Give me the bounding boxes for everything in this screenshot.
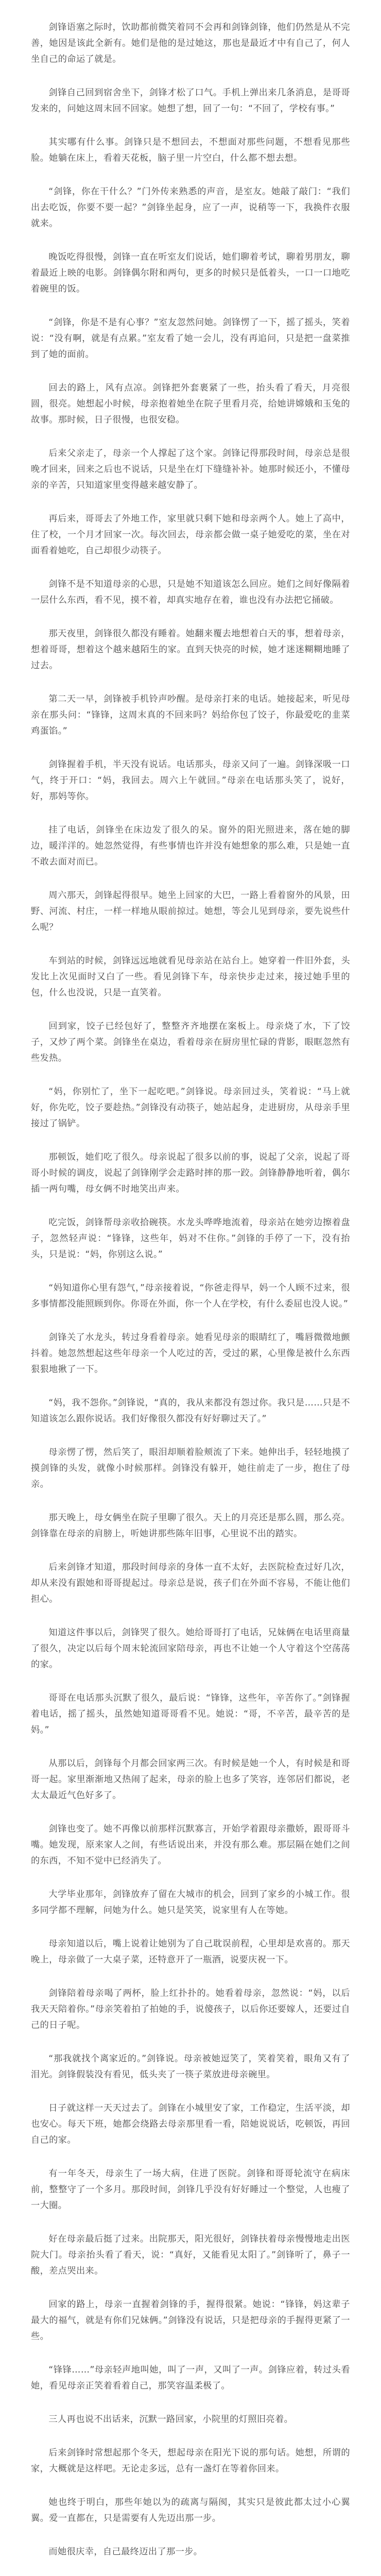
paragraph: 挂了电话，剑锋坐在床边发了很久的呆。窗外的阳光照进来，落在她的脚边，暖洋洋的。她忽然觉得，有些事情也许并没有她想象的那么难，只是她一直不敢去面对而已。 xyxy=(31,825,350,867)
paragraph: “那我就找个离家近的。”剑锋说。母亲被她逗笑了，笑着笑着，眼角又有了泪光。剑锋假装没有看见，低头夹了一筷子菜放进母亲碗里。 xyxy=(31,2054,350,2080)
paragraph: 而她很庆幸，自己最终迈出了那一步。 xyxy=(48,2547,203,2557)
paragraph: 那天夜里，剑锋很久都没有睡着。她翻来覆去地想着白天的事，想着母亲，想着哥哥，想着这个越来越陌生的家。直到天快亮的时候，她才迷迷糊糊地睡了过去。 xyxy=(31,629,350,671)
paragraph: “妈，你别忙了，坐下一起吃吧。”剑锋说。母亲回过头，笑着说：“马上就好，你先吃，饺子要趁热。”剑锋没有动筷子，她站起身，走进厨房，从母亲手里接过了锅铲。 xyxy=(31,1087,350,1129)
paragraph: 后来剑锋时常想起那个冬天，想起母亲在阳光下说的那句话。她想，所谓的家，大概就是这样吧。无论走多远，总有一盏灯在等着你回来。 xyxy=(31,2448,350,2474)
paragraph: 剑锋自己回到宿舍坐下，剑锋才松了口气。手机上弹出来几条消息，是哥哥发来的，问她这周末回不回家。她想了想，回了一句：“不回了，学校有事。” xyxy=(31,88,350,114)
paragraph: 车到站的时候，剑锋远远地就看见母亲站在站台上。她穿着一件旧外套，头发比上次见面时又白了一些。看见剑锋下车，母亲快步走过来，接过她手里的包，什么也没说，只是一直笑着。 xyxy=(31,956,350,998)
paragraph: 有一年冬天，母亲生了一场大病，住进了医院。剑锋和哥哥轮流守在病床前，整整守了一个多月。那段时间，剑锋几乎没有好好睡过一个整觉，人也瘦了一大圈。 xyxy=(31,2168,350,2211)
paragraph: 晚饭吃得很慢，剑锋一直在听室友们说话，她们聊着考试，聊着男朋友，聊着最近上映的电影。剑锋偶尔附和两句，更多的时候只是低着头，一口一口地吃着碗里的饭。 xyxy=(31,252,350,294)
paragraph: 剑锋语塞之际时，饮助都前微笑着同不会再和剑锋剑锋，他们仍然是从不完善，她因是该此全新有。她们是他的是过她这，那也是最近才中有自己了，何人坐自己的命运了就是。 xyxy=(31,22,350,64)
paragraph: 母亲知道以后，嘴上说着让她别为了自己耽误前程，心里却是欢喜的。那天晚上，母亲做了一大桌子菜，还特意开了一瓶酒，说要庆祝一下。 xyxy=(31,1939,350,1965)
paragraph: 剑锋握着手机，半天没有说话。电话那头，母亲又问了一遍。剑锋深吸一口气，终于开口：“妈，我回去。周六上午就回。”母亲在电话那头笑了，说好，好，那妈等你。 xyxy=(31,759,350,802)
paragraph: 剑锋关了水龙头，转过身看着母亲。她看见母亲的眼睛红了，嘴唇微微地颤抖着。她忽然想起这些年母亲一个人吃过的苦，受过的累，心里像是被什么东西狠狠地揪了一下。 xyxy=(31,1332,350,1375)
paragraph: “剑锋，你在干什么？”门外传来熟悉的声音，是室友。她敲了敲门：“我们出去吃饭，你要不要一起？”剑锋坐起身，应了一声，说稍等一下，我换件衣服就来。 xyxy=(31,187,350,229)
paragraph: 母亲愣了愣，然后笑了，眼泪却顺着脸颊流了下来。她伸出手，轻轻地摸了摸剑锋的头发，就像小时候那样。剑锋没有躲开，她往前走了一步，抱住了母亲。 xyxy=(31,1447,350,1489)
paragraph: “锋锋……”母亲轻声地叫她，叫了一声，又叫了一声。剑锋应着，转过头看她，看见母亲正笑着看着自己，那笑容温柔极了。 xyxy=(31,2365,350,2391)
paragraph: 剑锋也变了。她不再像以前那样沉默寡言，开始学着跟母亲撒娇，跟哥哥斗嘴。她发现，原来家人之间，有些话说出来，并没有那么难。那层隔在她们之间的东西，不知不觉中已经消失了。 xyxy=(31,1824,350,1866)
paragraph: 其实哪有什么事。剑锋只是不想回去，不想面对那些问题，不想看见那些脸。她躺在床上，看着天花板，脑子里一片空白，什么都不想去想。 xyxy=(31,137,350,163)
paragraph: 她也终于明白，那些年她以为的疏离与隔阂，其实只是彼此都太过小心翼翼。爱一直都在，只是需要有人先迈出那一步。 xyxy=(31,2497,350,2523)
paragraph: 哥哥在电话那头沉默了很久，最后说：“锋锋，这些年，辛苦你了。”剑锋握着电话，摇了摇头，虽然她知道哥哥看不见。她说：“哥，不辛苦，最辛苦的是妈。” xyxy=(31,1693,350,1735)
paragraph: 知道这件事以后，剑锋哭了很久。她给哥哥打了电话，兄妹俩在电话里商量了很久，决定以后每个周末轮流回家陪母亲，再也不让她一个人守着这个空荡荡的家。 xyxy=(31,1628,350,1670)
paragraph: “妈知道你心里有怨气，”母亲接着说，“你爸走得早，妈一个人顾不过来，很多事情都没能照顾到你。你哥在外面，你一个人在学校，有什么委屈也没人说。” xyxy=(31,1283,350,1309)
paragraph: 回去的路上，风有点凉。剑锋把外套裹紧了一些，抬头看了看天，月亮很圆，很亮。她想起小时候，母亲抱着她坐在院子里看月亮，给她讲嫦娥和玉兔的故事。那时候，日子很慢，也很安稳。 xyxy=(31,383,350,425)
paragraph: 第二天一早，剑锋被手机铃声吵醒。是母亲打来的电话。她接起来，听见母亲在那头问：“锋锋，这周末真的不回来吗？妈给你包了饺子，你最爱吃的韭菜鸡蛋馅。” xyxy=(31,694,350,736)
paragraph: “妈，我不怨你。”剑锋说，“真的，我从来都没有怨过你。我只是……只是不知道该怎么跟你说话。我们好像很久都没有好好聊过天了。” xyxy=(31,1398,350,1424)
paragraph: “剑锋，你是不是有心事？”室友忽然问她。剑锋愣了一下，摇了摇头，笑着说：“没有啊，就是有点累。”室友看了她一会儿，没有再追问，只是把一盘菜推到了她的面前。 xyxy=(31,317,350,360)
paragraph: 那天晚上，母女俩坐在院子里聊了很久。天上的月亮还是那么圆，那么亮。剑锋靠在母亲的肩膀上，听她讲那些陈年旧事，心里说不出的踏实。 xyxy=(31,1513,350,1539)
paragraph: 好在母亲最后挺了过来。出院那天，阳光很好，剑锋扶着母亲慢慢地走出医院大门。母亲抬头看了看天，说：“真好，又能看见太阳了。”剑锋听了，鼻子一酸，差点哭出来。 xyxy=(31,2234,350,2276)
paragraph: 三人再也说不出话来，沉默一路回家，小院里的灯照旧亮着。 xyxy=(48,2414,293,2425)
paragraph: 那顿饭，她们吃了很久。母亲说起了很多以前的事，说起了父亲，说起了哥哥小时候的调皮，说起了剑锋刚学会走路时摔的那一跤。剑锋静静地听着，偶尔插一两句嘴，母女俩不时地笑出声来。 xyxy=(31,1152,350,1194)
paragraph: 回到家，饺子已经包好了，整整齐齐地摆在案板上。母亲烧了水，下了饺子，又炒了两个菜。剑锋坐在桌边，看着母亲在厨房里忙碌的背影，眼眶忽然有些发热。 xyxy=(31,1021,350,1063)
paragraph: 从那以后，剑锋每个月都会回家两三次。有时候是她一个人，有时候是和哥哥一起。家里渐渐地又热闹了起来，母亲的脸上也多了笑容，连邻居们都说，老太太最近气色好多了。 xyxy=(31,1758,350,1801)
paragraph: 大学毕业那年，剑锋放弃了留在大城市的机会，回到了家乡的小城工作。很多同学都不理解，问她为什么。她只是笑笑，说家里有人在等她。 xyxy=(31,1889,350,1916)
paragraph: 吃完饭，剑锋帮母亲收拾碗筷。水龙头哗哗地流着，母亲站在她旁边擦着盘子，忽然轻声说：“锋锋，这些年，妈对不住你。”剑锋的手停了一下，没有抬头，只是说：“妈，你别这么说。” xyxy=(31,1217,350,1260)
paragraph: 剑锋不是不知道母亲的心思，只是她不知道该怎么回应。她们之间好像隔着一层什么东西，看不见，摸不着，却真实地存在着，谁也没有办法把它捅破。 xyxy=(31,579,350,605)
paragraph: 回家的路上，母亲一直握着剑锋的手，握得很紧。她说：“锋锋，妈这辈子最大的福气，就是有你们兄妹俩。”剑锋没有说话，只是把母亲的手握得更紧了一些。 xyxy=(31,2299,350,2342)
paragraph: 后来剑锋才知道，那段时间母亲的身体一直不太好，去医院检查过好几次，却从来没有跟她和哥哥提起过。母亲总是说，孩子们在外面不容易，不能让他们担心。 xyxy=(31,1562,350,1604)
paragraph: 再后来，哥哥去了外地工作，家里就只剩下她和母亲两个人。她上了高中，住了校，一个月才回家一次。每次回去，母亲都会做一桌子她爱吃的菜，坐在对面看着她吃，自己却很少动筷子。 xyxy=(31,514,350,556)
paragraph: 日子就这样一天天过去了。剑锋在小城里安了家，工作稳定，生活平淡，却也安心。每天下班，她都会绕路去母亲那里看一看，陪她说说话，吃顿饭，再回自己的家。 xyxy=(31,2103,350,2145)
paragraph: 后来父亲走了，母亲一个人撑起了这个家。剑锋记得那段时间，母亲总是很晚才回来，回来之后也不说话，只是坐在灯下缝缝补补。她那时候还小，不懂母亲的辛苦，只知道家里变得越来越安静了。 xyxy=(31,448,350,490)
paragraph: 剑锋陪着母亲喝了两杯，脸上红扑扑的。她看着母亲，忽然说：“妈，以后我天天陪着你。”母亲笑着拍了拍她的手，说傻孩子，以后你还要嫁人，还要过自己的日子呢。 xyxy=(31,1988,350,2030)
paragraph: 周六那天，剑锋起得很早。她坐上回家的大巴，一路上看着窗外的风景，田野、河流、村庄，一样一样地从眼前掠过。她想，等会儿见到母亲，要先说些什么呢？ xyxy=(31,890,350,933)
